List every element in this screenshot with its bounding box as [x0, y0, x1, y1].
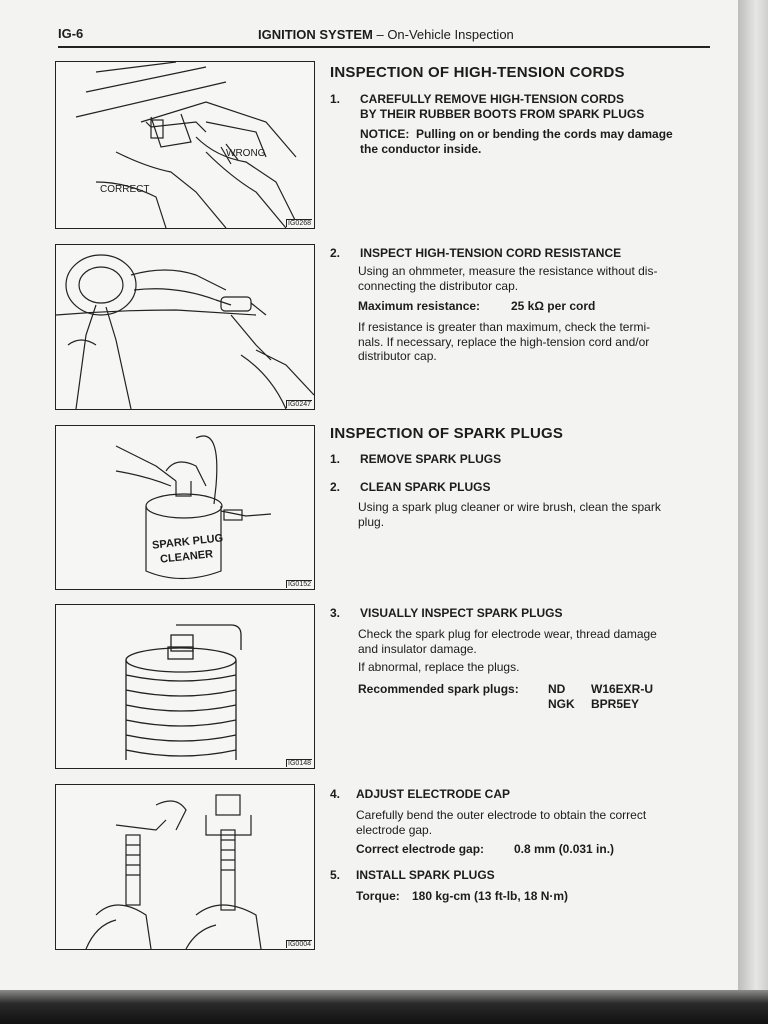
plugs-item3-num: 3. — [330, 606, 341, 620]
cords-item2-text — [358, 264, 710, 293]
notice-text-line2: the conductor inside. — [360, 141, 482, 156]
cords-item1-notice — [360, 127, 712, 156]
figure-code: IG0152 — [288, 581, 311, 588]
label-correct: CORRECT — [100, 184, 150, 195]
cords-item2-title: INSPECT HIGH-TENSION CORD RESISTANCE — [360, 246, 622, 260]
page-number: IG-6 — [58, 26, 84, 41]
plugs-item4-spec — [356, 842, 615, 856]
cords-item2-text2-line1: If resistance is greater than maximum, check the termi- — [358, 320, 651, 334]
spec-value: 0.8 mm (0.031 in.) — [514, 842, 615, 856]
spec-label: Recommended spark plugs: — [358, 682, 519, 696]
cords-item2-text2-line2: nals. If necessary, replace the high-tension cord and/or — [358, 334, 650, 349]
spec-brand2: NGK — [548, 697, 575, 711]
plugs-item4-title: ADJUST ELECTRODE CAP — [356, 787, 511, 801]
spec-part1: W16EXR-U — [591, 682, 654, 696]
plugs-item3-text — [358, 627, 710, 675]
plugs-item1-title: REMOVE SPARK PLUGS — [360, 452, 502, 466]
plugs-item4-text — [356, 808, 708, 837]
figure-code: IG0247 — [288, 401, 311, 408]
heading-cords: INSPECTION OF HIGH-TENSION CORDS — [330, 64, 625, 81]
plugs-item3-text-line2: and insulator damage. — [358, 641, 477, 656]
label-cleaner-line2: CLEANER — [159, 548, 214, 566]
figure-code: IG0148 — [288, 760, 311, 767]
plugs-item3-title: VISUALLY INSPECT SPARK PLUGS — [360, 606, 563, 620]
figure-cord-resistance — [55, 244, 315, 410]
spec-value: 25 kΩ per cord — [511, 299, 596, 313]
electrode-gap-illustration — [56, 785, 314, 949]
heading-plugs: INSPECTION OF SPARK PLUGS — [330, 425, 564, 442]
plugs-item2-title: CLEAN SPARK PLUGS — [360, 480, 491, 494]
cords-item2-text2 — [358, 320, 710, 364]
plugs-item4-num: 4. — [330, 787, 341, 801]
figure-plug-inspect — [55, 604, 315, 769]
header-title — [258, 27, 514, 42]
figure-plug-cleaner — [55, 425, 315, 590]
header-subsection: On-Vehicle Inspection — [387, 27, 514, 42]
notice-text-line1: Pulling on or bending the cords may damage — [416, 127, 673, 141]
plugs-item5-title: INSTALL SPARK PLUGS — [356, 868, 495, 882]
cords-item2-num: 2. — [330, 246, 341, 260]
plugs-item4-text-line1: Carefully bend the outer electrode to obtain the correct — [356, 808, 647, 822]
spec-label: Maximum resistance: — [358, 299, 481, 313]
spec-value: 180 kg-cm (13 ft-lb, 18 N·m) — [412, 889, 569, 903]
plugs-item5-spec — [356, 889, 569, 903]
plugs-item5-num: 5. — [330, 868, 341, 882]
figure-code: IG0004 — [288, 941, 311, 948]
plugs-item2-text — [358, 500, 710, 529]
page-header — [58, 24, 710, 48]
label-cleaner-line1: SPARK PLUG — [151, 532, 224, 552]
cords-item1-num: 1. — [330, 92, 341, 106]
cords-item2-spec — [358, 299, 596, 313]
figure-electrode-gap — [55, 784, 315, 950]
cords-item2-text-line1: Using an ohmmeter, measure the resistance without dis- — [358, 264, 658, 278]
notice-label: NOTICE: — [360, 127, 410, 141]
page-bottom-shadow — [0, 990, 768, 1024]
plugs-item3-text-line3: If abnormal, replace the plugs. — [358, 660, 520, 674]
header-section: IGNITION SYSTEM — [258, 27, 373, 42]
label-wrong: WRONG — [226, 148, 266, 159]
cords-item2-text-line2: connecting the distributor cap. — [358, 278, 519, 293]
plug-cleaner-illustration — [56, 426, 314, 589]
plug-inspect-illustration — [56, 605, 314, 768]
figure-code: IG0268 — [288, 220, 311, 227]
page-edge-shadow — [738, 0, 768, 1024]
cords-item1-title — [360, 92, 710, 122]
plugs-item2-text-line1: Using a spark plug cleaner or wire brush, clean the spark — [358, 500, 661, 514]
remove-cords-illustration — [56, 62, 314, 228]
header-separator: – — [372, 27, 388, 42]
spec-label: Correct electrode gap: — [356, 842, 485, 856]
plugs-item4-text-line2: electrode gap. — [356, 822, 433, 837]
cords-item1-title-line1: CAREFULLY REMOVE HIGH-TENSION CORDS — [360, 92, 625, 106]
plugs-item2-text-line2: plug. — [358, 514, 385, 529]
cord-resistance-illustration — [56, 245, 314, 409]
figure-remove-cords — [55, 61, 315, 229]
cords-item2-text2-line3: distributor cap. — [358, 349, 437, 363]
plugs-item3-spec — [358, 682, 710, 716]
plugs-item2-num: 2. — [330, 480, 341, 494]
cords-item1-title-line2: BY THEIR RUBBER BOOTS FROM SPARK PLUGS — [360, 107, 645, 121]
plugs-item1-num: 1. — [330, 452, 341, 466]
spec-label: Torque: — [356, 889, 400, 903]
plugs-item3-text-line1: Check the spark plug for electrode wear, thread damage — [358, 627, 657, 641]
spec-brand1: ND — [548, 682, 566, 696]
spec-part2: BPR5EY — [591, 697, 640, 711]
